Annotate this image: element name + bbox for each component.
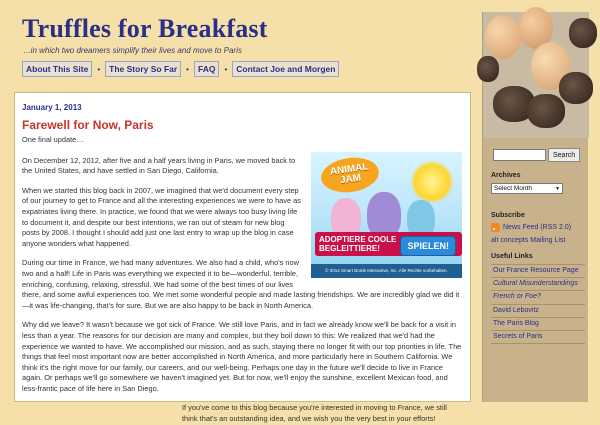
post-title[interactable]: Farewell for Now, Paris — [22, 118, 154, 132]
rss-icon — [491, 223, 500, 232]
main-nav — [22, 61, 339, 77]
ad-banner: ADOPTIERE COOLE BEGLEITTIERE! — [315, 232, 462, 256]
ad-play-button[interactable]: SPIELEN! — [400, 236, 456, 256]
archives-selected: Select Month — [494, 185, 532, 192]
nav-story[interactable]: The Story So Far — [105, 61, 181, 77]
nav-separator: • — [186, 64, 189, 74]
truffle-shape — [569, 18, 597, 48]
link-david-lebovitz[interactable]: David Lebovitz — [491, 304, 585, 317]
link-french-or-foe[interactable]: French or Foe? — [491, 290, 585, 303]
link-cultural-misunderstandings[interactable]: Cultural Misunderstandings — [491, 277, 585, 290]
nav-separator: • — [97, 64, 101, 74]
nav-separator: • — [224, 64, 228, 74]
mailing-list-link[interactable]: alt concepts Mailing List — [491, 237, 566, 244]
ad-sparkle — [410, 160, 454, 204]
post-paragraph: On December 12, 2012, after five and a half years living in Paris, we moved back to the United States, and have settled in San Diego, California. — [22, 155, 296, 176]
post-paragraph: If you've come to this blog because you're interested in moving to France, we still think that's an outstanding idea, and we wish you the very best in your efforts! — [182, 403, 447, 424]
search-button[interactable]: Search — [548, 148, 580, 162]
post-body — [22, 135, 462, 425]
truffle-shape — [559, 72, 593, 104]
chevron-down-icon: ▼ — [555, 185, 560, 192]
useful-links-list — [491, 264, 585, 344]
rss-label: News Feed (RSS 2.0) — [503, 224, 572, 231]
subscribe-heading: Subscribe — [491, 212, 525, 219]
archives-select[interactable] — [491, 183, 563, 194]
truffle-shape — [527, 94, 565, 128]
post-paragraph: When we started this blog back in 2007, we imagined that we'd document every step of our journey to get to France and all the interesting experiences we were to have as expatriates living there. In practice, we found that we were always too busy living life to document it, and despite our best intentions, we ran out of steam for new blog posts by 2008. I thought I should add just one last entry to wrap up the blog in case anyone wonders what happened. — [22, 185, 301, 248]
link-paris-blog[interactable]: The Paris Blog — [491, 317, 585, 330]
ad-character — [367, 192, 401, 238]
main-content — [14, 92, 471, 424]
truffle-shape — [477, 56, 499, 82]
link-secrets-of-paris[interactable]: Secrets of Paris — [491, 330, 585, 344]
nav-faq[interactable]: FAQ — [194, 61, 219, 77]
post-paragraph: Why did we leave? It wasn't because we got sick of France. We still love Paris, and in fact we already know we'll be back for a visit in less than a year. The reasons for our decision are many and complex, but they boil down to this: We realized that we'd had the experience we wanted to have. We accomplished our mission, and as such, staying there no longer fit with our top priorities in life. The things that feel most important now are better accomplished in North America, and more particularly here in Southern California. We think it's the right move for our family, our careers, and our well-being. Perhaps one day in the future we'll decide to live in France again. Or perhaps we'll go somewhere we haven't imagined yet. But for now, we'll enjoy the sunshine, excellent Mexican food, and less-frantic pace of life here in San Diego. — [22, 320, 462, 393]
site-tagline: ...in which two dreamers simplify their lives and move to Paris — [24, 46, 242, 55]
nav-about[interactable]: About This Site — [22, 61, 92, 77]
nav-contact[interactable]: Contact Joe and Morgen — [232, 61, 339, 77]
sidebar — [482, 12, 588, 402]
link-france-resource[interactable]: Our France Resource Page — [491, 264, 585, 277]
search-input[interactable] — [493, 149, 546, 161]
advertisement[interactable] — [311, 152, 462, 278]
post-date: January 1, 2013 — [22, 103, 82, 112]
post-paragraph: One final update… — [22, 135, 84, 144]
site-title[interactable]: Truffles for Breakfast — [22, 14, 268, 43]
search-form — [493, 148, 580, 162]
useful-links-heading: Useful Links — [491, 253, 533, 260]
egg-shape — [485, 15, 521, 59]
ad-logo: ANIMAL JAM — [319, 154, 381, 196]
post-paragraph: During our time in France, we had many adventures. We also had a child, who's now two and a half! Life in Paris was everything we expected it to be—wonderful, terrible, enriching, confusing, relaxing, stressful. We had some of the best times of our lives there, and some awful experiences too. We met some wonderful people and made lasting friendships. We are incredibly glad we did it—it was life-changing, that's for sure. But we are also happy to be back in North America. — [22, 258, 460, 310]
rss-feed-link[interactable] — [491, 223, 571, 232]
site-header — [22, 14, 268, 55]
ad-footer: © 2014 Smart Bomb Interactive, Inc. Alle Rechte vorbehalten. — [311, 264, 462, 278]
eggs-and-truffles-image — [483, 12, 589, 138]
archives-heading: Archives — [491, 172, 521, 179]
